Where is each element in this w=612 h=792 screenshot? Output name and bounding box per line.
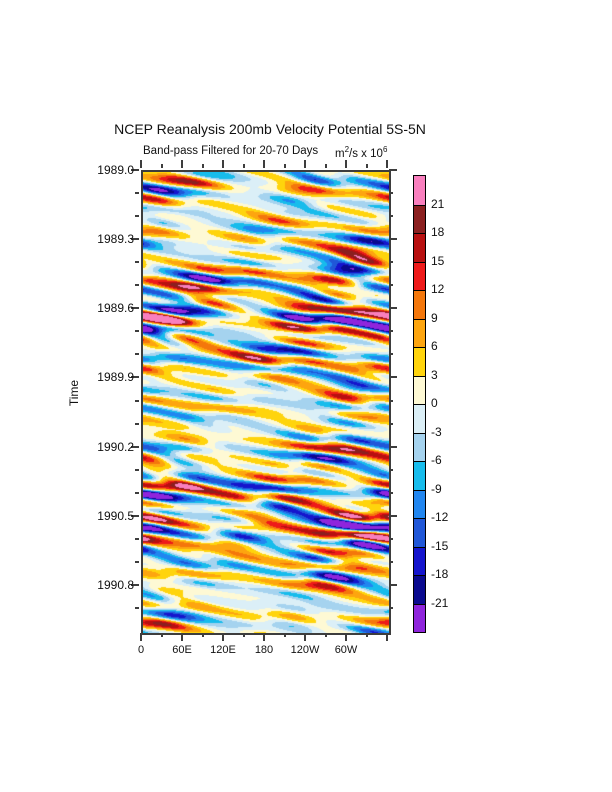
- colorbar-cell: [414, 319, 425, 348]
- x-minor-tick-top: [284, 164, 286, 168]
- colorbar-label: 18: [431, 225, 445, 239]
- y-minor-tick-right: [389, 561, 393, 563]
- units-mid: /s x 10: [349, 147, 383, 160]
- colorbar-label: 0: [431, 396, 438, 410]
- x-tick-label: 60W: [334, 644, 358, 656]
- y-major-tick-right: [389, 584, 397, 586]
- y-minor-tick: [135, 215, 139, 217]
- y-tick-label: 1989.6: [97, 301, 134, 316]
- colorbar-label: -9: [431, 481, 442, 496]
- colorbar-cell: [414, 290, 425, 319]
- x-tick-label: 60E: [172, 644, 192, 656]
- colorbar-cell: [414, 262, 425, 291]
- colorbar-cell: [414, 205, 425, 234]
- colorbar: [413, 175, 426, 633]
- colorbar-label: 6: [431, 339, 438, 353]
- colorbar-cell: [414, 233, 425, 262]
- y-axis-title: Time: [67, 379, 81, 407]
- colorbar-label: -6: [431, 453, 442, 467]
- x-major-tick: [304, 633, 306, 641]
- colorbar-label: -15: [431, 538, 449, 553]
- colorbar-label: 9: [431, 310, 438, 325]
- x-minor-tick-top: [243, 164, 245, 168]
- x-minor-tick: [202, 633, 204, 637]
- colorbar-label: 12: [431, 282, 445, 296]
- chart-subtitle: Band-pass Filtered for 20-70 Days: [143, 145, 319, 157]
- plot-area: [141, 170, 391, 635]
- hovmoller-field-canvas: [143, 172, 389, 633]
- x-major-tick: [222, 633, 224, 641]
- colorbar-cell: [414, 461, 425, 490]
- x-tick-label: 180: [254, 644, 274, 656]
- x-major-tick-top: [140, 160, 142, 168]
- colorbar-label: -18: [431, 567, 449, 581]
- colorbar-cell: [414, 604, 425, 633]
- y-minor-tick: [135, 561, 139, 563]
- y-major-tick-right: [389, 169, 397, 171]
- y-minor-tick: [135, 469, 139, 471]
- colorbar-cell: [414, 404, 425, 433]
- y-minor-tick: [135, 192, 139, 194]
- y-minor-tick: [135, 330, 139, 332]
- x-tick-label: 120W: [290, 644, 320, 656]
- x-minor-tick: [366, 633, 368, 637]
- y-minor-tick: [135, 284, 139, 286]
- x-major-tick: [181, 633, 183, 641]
- x-major-tick-top: [263, 160, 265, 168]
- y-minor-tick: [135, 261, 139, 263]
- x-minor-tick: [284, 633, 286, 637]
- units-label: [335, 145, 387, 160]
- y-minor-tick-right: [389, 492, 393, 494]
- y-minor-tick: [135, 607, 139, 609]
- y-minor-tick: [135, 492, 139, 494]
- y-tick-label: 1989.9: [97, 370, 134, 385]
- colorbar-cell: [414, 376, 425, 405]
- y-minor-tick-right: [389, 469, 393, 471]
- y-minor-tick-right: [389, 423, 393, 425]
- colorbar-label: -21: [431, 595, 449, 610]
- colorbar-label: 15: [431, 253, 445, 268]
- x-minor-tick-top: [366, 164, 368, 168]
- y-minor-tick-right: [389, 400, 393, 402]
- y-major-tick-right: [389, 238, 397, 240]
- colorbar-cell: [414, 518, 425, 547]
- x-major-tick-top: [181, 160, 183, 168]
- x-minor-tick: [243, 633, 245, 637]
- y-major-tick-right: [389, 307, 397, 309]
- x-tick-label: 0: [137, 644, 145, 656]
- y-major-tick-right: [389, 515, 397, 517]
- colorbar-label: -12: [431, 510, 449, 524]
- x-minor-tick: [325, 633, 327, 637]
- y-minor-tick-right: [389, 192, 393, 194]
- y-minor-tick-right: [389, 538, 393, 540]
- y-tick-label: 1990.8: [97, 577, 134, 592]
- x-major-tick-top: [345, 160, 347, 168]
- y-major-tick-right: [389, 376, 397, 378]
- colorbar-cell: [414, 176, 425, 205]
- colorbar-cell: [414, 433, 425, 462]
- y-minor-tick-right: [389, 353, 393, 355]
- y-minor-tick: [135, 400, 139, 402]
- colorbar-cell: [414, 347, 425, 376]
- units-exponent-2: 6: [382, 145, 388, 154]
- colorbar-cell: [414, 575, 425, 604]
- y-minor-tick-right: [389, 261, 393, 263]
- colorbar-label: -3: [431, 424, 442, 439]
- units-exponent-1: 2: [344, 145, 350, 154]
- x-tick-label: 120E: [210, 644, 236, 656]
- units-base: m: [335, 147, 345, 160]
- y-minor-tick-right: [389, 607, 393, 609]
- x-major-tick: [386, 633, 388, 641]
- y-minor-tick-right: [389, 330, 393, 332]
- colorbar-cell: [414, 547, 425, 576]
- y-minor-tick: [135, 423, 139, 425]
- y-minor-tick-right: [389, 215, 393, 217]
- chart-title: NCEP Reanalysis 200mb Velocity Potential 5S-5N: [114, 121, 426, 137]
- x-minor-tick-top: [202, 164, 204, 168]
- x-minor-tick-top: [325, 164, 327, 168]
- y-minor-tick: [135, 538, 139, 540]
- x-major-tick-top: [304, 160, 306, 168]
- colorbar-label: 3: [431, 367, 438, 382]
- y-minor-tick: [135, 353, 139, 355]
- x-minor-tick-top: [161, 164, 163, 168]
- y-tick-label: 1990.2: [97, 439, 134, 454]
- x-major-tick-top: [222, 160, 224, 168]
- y-tick-label: 1990.5: [97, 508, 134, 523]
- y-tick-label: 1989.0: [97, 163, 134, 177]
- x-major-tick-top: [386, 160, 388, 168]
- x-major-tick: [140, 633, 142, 641]
- y-major-tick-right: [389, 446, 397, 448]
- y-minor-tick-right: [389, 284, 393, 286]
- colorbar-cell: [414, 490, 425, 519]
- colorbar-label: 21: [431, 196, 445, 211]
- x-minor-tick: [161, 633, 163, 637]
- x-major-tick: [345, 633, 347, 641]
- y-tick-label: 1989.3: [97, 232, 134, 247]
- x-major-tick: [263, 633, 265, 641]
